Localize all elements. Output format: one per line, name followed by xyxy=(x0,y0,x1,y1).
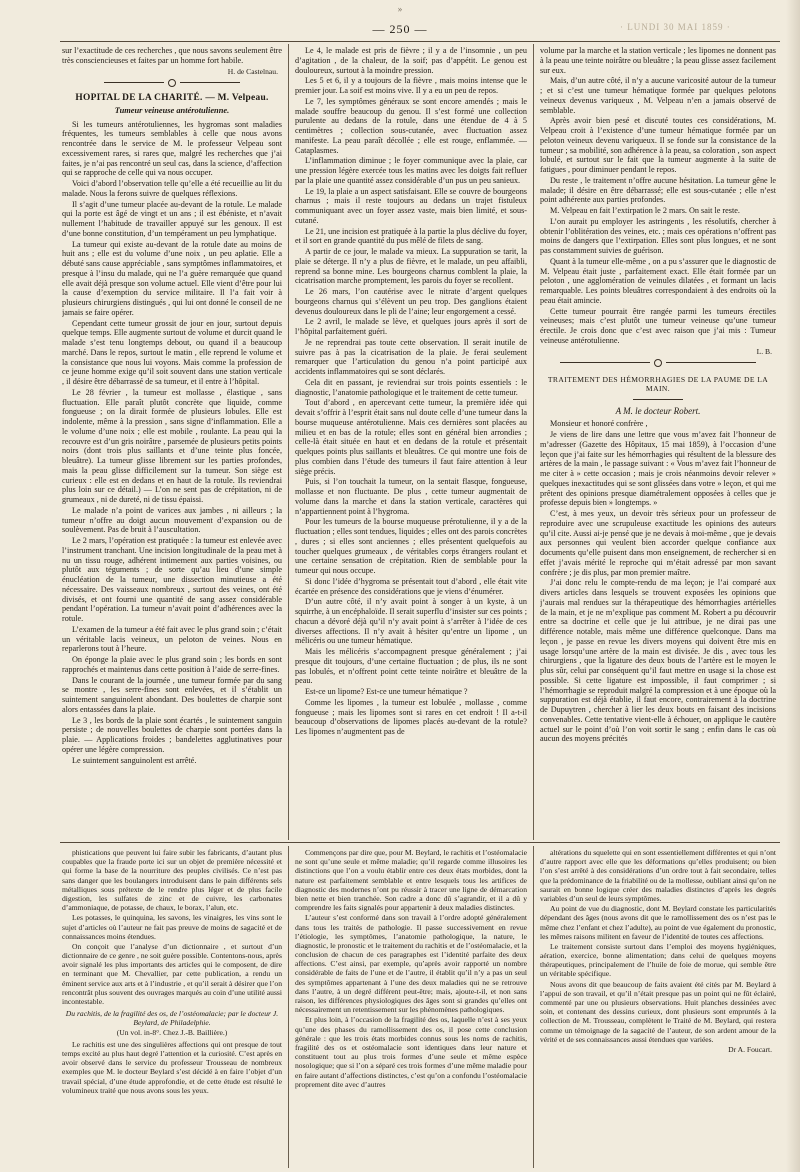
paragraph: Dans le courant de la journée , une tumeur formée par du sang se montre , les serre-fines sont enlevées, et il s’établit un suintement sanguinolent abondant. Des boulettes de charpie sont alors entassées dans la plaie. xyxy=(62,675,282,714)
paragraph: Le 26 mars, l’on cautérise avec le nitrate d’argent quelques bourgeons charnus qui s’élèvent un peu trop. Des ganglions étaient devenus douloureux dans le pli de l’aine; leur engorgement a cessé. xyxy=(295,287,527,316)
paragraph: L’on aurait pu employer les astringents , les résolutifs, chercher à obtenir l’oblitération des veines, etc. ; mais ces opérations n’offrent pas moins de dangers que l’extirpation. Elles sont plus longues, et ne sont pas constamment suivies de guérison. xyxy=(540,216,776,255)
page-edge-shadow xyxy=(786,0,800,1172)
paragraph: Le 7, les symptômes généraux se sont encore amendés ; mais le malade souffre beaucoup du genou. Il s’est formé une collection purulente au dedans de la rotule, dans une étendue de 4 à 5 centimètres ; collection sous-cutanée, avec fluctuation assez manifeste. La peau paraît décollée ; elle est rouge, enflammée. — Cataplasmes. xyxy=(295,96,527,155)
bottom-column-middle xyxy=(295,848,527,1166)
paragraph: La tumeur qui existe au-devant de la rotule date au moins de huit ans ; elle est du volume d’une noix , un peu aplatie. Elle a débuté sans cause appréciable , sans symptômes inflammatoires, et presque à l’insu du malade, qui ne l’a guère remarquée que quand elle avait déjà presque son volume actuel. Elle vient d’être pour lui la cause d’exemption du service militaire. Il l’a fait voir à plusieurs chirurgiens distingués , qui lui ont donné le conseil de ne jamais se faire opérer. xyxy=(62,239,282,317)
article-title: TRAITEMENT DES HÉMORRHAGIES DE LA PAUME DE LA MAIN. xyxy=(547,374,769,393)
section-divider xyxy=(540,396,776,404)
paragraph: Au point de vue du diagnostic, dont M. Beylard constate les particularités dépendant des âges (nous avons dit que le ramollissement des os n’est pas le même chez l’enfant et chez l’adulte), au point de vue également du pronostic, les mêmes raisons militent en faveur de l’identité de toutes ces affections. xyxy=(540,904,776,941)
bottom-column-left xyxy=(62,848,282,1166)
paragraph: Je viens de lire dans une lettre que vous m’avez fait l’honneur de m’adresser (Gazette des Hôpitaux, 15 mai 1859), à l’occasion d’une leçon que j’ai faite sur les hémorrhagies qui résultent de la blessure des artères de la main , le passage suivant : « Vous m’avez fait l’honneur de me citer à » cette occasion ; mais je crois néanmoins devoir relever » quelques inexactitudes qui se sont glissées dans votre » leçon, et qui me prêtent des opinions presque diamétralement opposées à celles que je professe depuis bien » longtemps. » xyxy=(540,430,776,508)
article-title: HOPITAL DE LA CHARITÉ. — M. Velpeau. xyxy=(75,92,269,103)
paragraph: Le 28 février , la tumeur est mollasse , élastique , sans fluctuation. Elle paraît plutôt concrète que liquide, comme fongueuse ; on la dirait formée de plusieurs lobules. Elle est indolente, même à la pression , sans signe d’inflammation. Elle a le volume d’une noix ; elle est mobile , roulante. La peau qui la recouvre est d’un gris noirâtre , parsemée de plusieurs petits points noirs (dont trois plus saillants et d’une teinte plus foncée, bleuâtre). La tumeur glisse librement sur les parties profondes, mais la peau glisse difficilement sur la tumeur. Son siège est curieux : elle est en dedans et en haut de la rotule. Ils reviendrai plus loin sur ce détail.) — L’on ne sent pas de crépitation, ni de grumeaux , ni de dureté, ni de tissu épaissi. xyxy=(62,387,282,505)
paragraph: volume par la marche et la station verticale ; les lipomes ne donnent pas à la peau une teinte noirâtre ou bleuâtre ; la peau glisse assez facilement sur eux. xyxy=(540,46,776,75)
book-publisher: (Un vol. in-8°. Chez J.-B. Baillière.) xyxy=(116,1027,228,1037)
column-divider xyxy=(533,44,534,840)
paragraph: Cela dit en passant, je reviendrai sur trois points essentiels : le diagnostic, l’anatomie pathologique et le traitement de cette tumeur. xyxy=(295,377,527,397)
column-left xyxy=(62,46,282,836)
paragraph: D’un autre côté, il n’y avait point à songer à un kyste, à un squirrhe, à un encéphaloïde. Il serait superflu d’insister sur ces points ; chacun a dévoré déjà qu’il n’y avait point à s’arrêter à l’idée de ces diverses affections. Il n’y avait à hésiter qu’entre un lipome , un mélicéris ou une tumeur hématique. xyxy=(295,597,527,646)
book-citation: Du rachitis, de la fragilité des os, de l’ostéomalacie; par le docteur J. Beylard, de Philadelphie. xyxy=(65,1009,279,1028)
paragraph: J’ai donc relu le compte-rendu de ma leçon; je l’ai comparé aux divers articles dans lesquels se trouvent exposées les opinions que j’aurais mal rendues sur la thérapeutique des hémorrhagies artérielles de la main, et je ne m’explique pas comment M. Robert a pu découvrir entre sa doctrine et celle que je lui attribue, je ne dirai pas une différence notable, mais même une différence quelconque. Dans ma leçon , je passe en revue les divers moyens qui doivent être mis en usage lorsqu’une artère de la main est divisée. Je dis , avec tous les chirurgiens , que la ligature des deux bouts de l’artère est le moyen le plus sûr, celui par conséquent qu’il faut mettre en usage si la chose est possible. Si cette ligature est impossible, il faut comprimer ; si l’hémorrhagie se reproduit malgré la compression et à une époque où la suppuration est déjà établie, il faut encore, contrairement à la doctrine de Dupuytren , chercher à lier les deux bouts en faisant des incisions convenables. Cette tentative vient-elle à échouer, on applique le cautère actuel sur le point d’où l’on voit sortir le sang ; enfin dans le cas où aucun des moyens précités xyxy=(540,578,776,744)
page-number: — 250 — xyxy=(372,22,428,36)
paragraph: Je ne reprendrai pas toute cette observation. Il serait inutile de suivre pas à pas la cicatrisation de la plaie. Je ferai seulement remarquer que l’articulation du genou n’a point participé aux accidents inflammatoires qui se sont déclarés. xyxy=(295,337,527,376)
bottom-column-right xyxy=(540,848,776,1166)
paragraph: Puis, si l’on touchait la tumeur, on la sentait flasque, fongueuse, mollasse et non fluctuante. De plus , cette tumeur augmentait de volume dans la marche et dans la station verticale, caractères qui n’appartiennent point à l’hygroma. xyxy=(295,477,527,516)
paragraph: altérations du squelette qui en sont essentiellement différentes et qui n’ont d’autre rapport avec elle que les déformations qu’elles produisent; ou bien l’on s’est arrêté à des considérations d’un ordre tout à fait secondaire, telles que la prédominance de la friabilité ou de la mollesse, oubliant ainsi qu’on ne saurait en bonne logique créer des maladies distinctes d’après les degrés variables d’un seul de leurs symptômes. xyxy=(540,848,776,903)
paragraph: Cette tumeur pourrait être rangée parmi les tumeurs érectiles veineuses; mais c’est plutôt une tumeur veineuse qu’une tumeur érectile. Je crois donc que c’est avec raison que j’ai mis : Tumeur veineuse antérotulienne. xyxy=(540,306,776,345)
section-divider xyxy=(62,79,282,87)
paragraph: L’examen de la tumeur a été fait avec le plus grand soin ; c’était un véritable lacis veineux, un peloton de veines. Nous en reparlerons tout à l’heure. xyxy=(62,624,282,654)
paragraph: Le 21, une incision est pratiquée à la partie la plus déclive du foyer, et il sort en grande quantité du pus mêlé de filets de sang. xyxy=(295,226,527,246)
paragraph: Si donc l’idée d’hygroma se présentait tout d’abord , elle était vite écartée en présence des considérations que je viens d’énumérer. xyxy=(295,576,527,596)
column-divider xyxy=(288,846,289,1168)
paragraph: Cependant cette tumeur grossit de jour en jour, surtout depuis quelque temps. Elle augmente surtout de volume et durcit quand le malade s’est tenu longtemps debout, ou quand il a beaucoup marché. Dans le repos, surtout le matin , elle reprend le volume et la consistance que nous lui voyons. Mais comme la profession de ce jeune homme exige qu’il soit souvent dans une station verticale , il désire être débarrassé de sa tumeur, et il entre à l’hôpital. xyxy=(62,318,282,387)
paragraph: Est-ce un lipome? Est-ce une tumeur hématique ? xyxy=(305,687,468,696)
paragraph: Nous avons dit que beaucoup de faits avaient été cités par M. Beylard à l’appui de son travail, et qu’il n’était presque pas un point qui ne fût éclairé, commenté par une ou plusieurs observations. Huit planches dessinées avec soin, et contenant des dessins curieux, dont plusieurs sont empruntés à la collection de M. Trousseau, complètent le Traité de M. Beylard, qui restera comme un témoignage de la sagacité de l’auteur, de son ardent amour de la vérité et de ses connaissances aussi étendues que variées. xyxy=(540,979,776,1044)
ghost-print: · LUNDI 30 MAI 1859 · xyxy=(620,22,731,32)
paragraph: Le 3 , les bords de la plaie sont écartés , le suintement sanguin persiste ; de nouvelles boulettes de charpie sont portées dans la plaie. — Applications froides ; bandelettes agglutinatives pour opérer une légère compression. xyxy=(62,715,282,754)
paragraph: Le rachitis est une des singulières affections qui ont presque de tout temps excité au plus haut degré l’attention et la curiosité. C’est après en avoir observé dans le service du professeur Trousseau de nombreux exemples que M. le docteur Beylard s’est décidé à en faire l’objet d’un travail spécial, d’une étude approfondie, et de cette étude est résulté le volumineux traité que nous avons sous les yeux. xyxy=(62,1039,282,1095)
paragraph: C’est, à mes yeux, un devoir très sérieux pour un professeur de reproduire avec une scrupuleuse exactitude les opinions des auteurs qu’il cite. Aussi ai-je pensé que je ne devais à moi-même , que je devais aux personnes qui veulent bien accorder quelque confiance aux documents qu’elle puisent dans mon enseignement, de rechercher si en effet j’avais mérité le reproche qui m’était adressé par mon savant confrère ; je dis plus, par mon premier maître. xyxy=(540,509,776,577)
header-rule xyxy=(60,41,780,42)
paragraph: Tout d’abord , en apercevant cette tumeur, la première idée qui devait s’offrir à l’esprit était sans nul doute celle d’une tumeur dans la bourse muqueuse antérotulienne. Mais ces dernières sont placées au milieu et en bas de la rotule; elles sont en général bien arrondies ; celle-là était située en haut et en dedans de la rotule et présentait quelques points plus saillants et bleuâtres. Ce qui montre une fois de plus combien dans l’étude des tumeurs il faut faire attention à leur siège précis. xyxy=(295,398,527,476)
paragraph: Les 5 et 6, il y a toujours de la fièvre , mais moins intense que le premier jour. La soif est moins vive. Il y a eu un peu de repos. xyxy=(295,76,527,95)
paragraph: Si les tumeurs antérotuliennes, les hygromas sont maladies fréquentes, les tumeurs semblables à celle que nous avons rencontrée dans le service de M. le professeur Velpeau sont excessivement rares, si rares que, malgré les recherches que j’ai faites, je n’ai pas rencontré un seul cas, dans la science, d’affection qui se rapproche de celle qui va nous occuper. xyxy=(62,119,282,178)
paragraph: Le 4, le malade est pris de fièvre ; il y a de l’insomnie , un peu d’agitation , de la chaleur, de la soif; pas d’appétit. Le genou est douloureux, surtout à la moindre pression. xyxy=(295,46,527,75)
section-rule xyxy=(60,842,780,843)
header-mark: » xyxy=(397,4,403,14)
paragraph: L’auteur s’est conformé dans son travail à l’ordre adopté généralement dans tous les traités de pathologie. Il passe successivement en revue l’étiologie, les symptômes, l’anatomie pathologique, la nature, le diagnostic, le pronostic et le traitement du rachitis et de l’ostéomalacie, et la conclusion de chacun de ces paragraphes est l’identité parfaite des deux affections. C’est ainsi, par exemple, qu’après avoir rapporté un nombre considérable de faits de l’une et de l’autre, il établit qu’il n’y a pas un seul des symptômes appartenant à l’une des deux maladies qui ne se retrouve dans l’autre, à un degré différent peut-être; mais, ajoute-t-il, et non sans raison, les différences physiologiques des âges sont si grandes qu’elles ont nécessairement un retentissement sur les phénomènes pathologiques. xyxy=(295,913,527,1015)
paragraph: phistications que peuvent lui faire subir les fabricants, d’autant plus coupables que la fraude porte ici sur un objet de première nécessité et qui forme la base de la nourriture des peuples civilisés. Ce n’est pas sans danger que les boulangers introduisent dans le pain différents sels métalliques sous prétexte de le rendre plus léger et de plus facile digestion, les sulfates de zinc et de cuivre, les carbonates d’ammoniaque, de potasse, de chaux, le borax, l’alun, etc. xyxy=(62,848,282,913)
paragraph: M. Velpeau en fait l’extirpation le 2 mars. On sait le reste. xyxy=(550,206,740,215)
paragraph: A partir de ce jour, le malade va mieux. La suppuration se tarit, la plaie se déterge. Il n’y a plus de fièvre, et le malade, un peu affaibli, reprend sa bonne mine. Les bourgeons charnus comblent la plaie, la cicatrisation marche promptement, les parois du foyer se recollent. xyxy=(295,247,527,286)
paragraph: Le 19, la plaie a un aspect satisfaisant. Elle se couvre de bourgeons charnus ; mais il reste toujours au dedans un trajet fistuleux communiquant avec un foyer assez vaste, mais bien limité, et sous-cutané. xyxy=(295,186,527,225)
author-signature: L. B. xyxy=(756,346,772,356)
article-subtitle: Tumeur veineuse antérotulienne. xyxy=(114,105,230,115)
column-divider xyxy=(533,846,534,1168)
paragraph: Commençons par dire que, pour M. Beylard, le rachitis et l’ostéomalacie ne sont qu’une seule et même maladie; qu’il regarde comme illusoires les distinctions que l’on a voulu établir entre ces deux états morbides, dont la nature est parfaitement semblable et entre lesquels tous les artifices de diagnostic des modernes n’ont pu réussir à tracer une ligne de démarcation bien nette et bien tranchée. Son cadre a donc dû s’agrandir, et il a dû y comprendre les faits signalés pour appartenir à deux maladies distinctes. xyxy=(295,848,527,913)
paragraph: Comme les lipomes , la tumeur est lobulée , mollasse , comme fongueuse ; mais les lipomes sont si rares en cet endroit ! Il a-t-il beaucoup d’observations de lipomes placés au-devant de la rotule? Les lipomes n’augmentent pas de xyxy=(295,697,527,736)
column-right xyxy=(540,46,776,836)
author-signature: H. de Castelnau. xyxy=(227,66,278,76)
column-middle xyxy=(295,46,527,836)
paragraph: Il s’agit d’une tumeur placée au-devant de la rotule. Le malade qui la porte est âgé de vingt et un ans ; il est ébéniste, et n’avait nullement l’habitude de travailler appuyé sur les genoux. Il est d’une bonne constitution, d’un tempérament un peu lymphatique. xyxy=(62,199,282,238)
paragraph: Monsieur et honoré confrère , xyxy=(550,419,648,429)
paragraph: Le 2 avril, le malade se lève, et quelques jours après il sort de l’hôpital parfaitement guéri. xyxy=(295,317,527,336)
paragraph: Les potasses, le quinquina, les savons, les vinaigres, les vins sont le sujet d’articles où l’auteur ne fait pas preuve de moins de sagacité et de connaissances moins étendues. xyxy=(62,913,282,941)
paragraph: Mais les mélicéris s’accompagnent presque généralement ; j’ai presque dit toujours, d’une certaine fluctuation ; de plus, ils ne sont pas lobulés, et n’offrent point cette teinte noirâtre et bleuâtre de la peau. xyxy=(295,647,527,686)
paragraph: Le traitement consiste surtout dans l’emploi des moyens hygiéniques, aération, exercice, bonne alimentation; dans celui de quelques moyens thérapeutiques, principalement de l’huile de foie de morue, qui semble être un véritable spécifique. xyxy=(540,941,776,979)
paragraph: On éponge la plaie avec le plus grand soin ; les bords en sont rapprochés et maintenus dans cette position à l’aide de serre-fines. xyxy=(62,655,282,674)
paragraph: On conçoit que l’analyse d’un dictionnaire , et surtout d’un dictionnaire de ce genre , ne soit guère possible. Contentons-nous, après avoir signalé les plus importants des articles qui le composent, de dire en terminant que M. Chevallier, par cette publication, a rendu un éminent service aux arts et à l’industrie , et qu’il serait à désirer que l’on rencontrât plus souvent des ouvrages marqués au coin d’une utilité aussi incontestable. xyxy=(62,941,282,1006)
paragraph: Du reste , le traitement n’offre aucune hésitation. La tumeur gêne le malade; il désire en être débarrassé; elle est sous-cutanée ; elle n’est point adhérente aux parties profondes. xyxy=(540,175,776,205)
paragraph: Après avoir bien pesé et discuté toutes ces considérations, M. Velpeau croit à l’existence d’une tumeur hématique formée par un peloton veineux devenu variqueux. Il se fonde sur la consistance de la tumeur ; sa mobilité, son adhérence à la peau, sa coloration , son aspect lobulé, et surtout sur le fait que la tumeur augmente à la suite de fatigues , pour diminuer pendant le repos. xyxy=(540,116,776,174)
paragraph: L’inflammation diminue ; le foyer communique avec la plaie, car une pression légère exercée tous les matins avec les doigts fait refluer par la plaie une quantité assez considérable d’un pus un peu sanieux. xyxy=(295,156,527,185)
column-divider xyxy=(288,44,289,840)
paragraph: Pour les tumeurs de la bourse muqueuse prérotulienne, il y a de la fluctuation ; elles sont tendues, liquides ; elles ont des parois concrètes , dures ; si elles sont anciennes ; elles présentent quelquefois au toucher quelques grumeaux , de véritables corps étrangers roulant et une certaine sensation de crépitation. Rien de semblable pour la tumeur qui nous occupe. xyxy=(295,517,527,575)
paragraph: Voici d’abord l’observation telle qu’elle a été recueillie au lit du malade. Nous la ferons suivre de quelques réflexions. xyxy=(62,179,282,198)
paragraph: Le 2 mars, l’opération est pratiquée : la tumeur est enlevée avec l’instrument tranchant. Une incision longitudinale de la peau met à nu un tissu rouge, adhérent intimement aux parties voisines, ou plutôt aux téguments ; de sorte qu’au lieu d’une simple énucléation de la tumeur, une dissection minutieuse a été nécessaire. Des vaisseaux nombreux , surtout des veines, ont été divisés, et ont fourni une quantité de sang assez considérable pendant l’opération. La tumeur n’avait point d’adhérences avec la rotule. xyxy=(62,536,282,624)
section-divider xyxy=(540,359,776,367)
paragraph: sur l’exactitude de ces recherches , que nous savons seulement être très consciencieuses et faites par un homme fort habile. xyxy=(62,46,282,65)
letter-salutation: A M. le docteur Robert. xyxy=(615,405,701,416)
paragraph: Le suintement sanguinolent est arrêté. xyxy=(72,755,197,765)
paragraph: Le malade n’a point de varices aux jambes , ni ailleurs ; la tumeur n’offre au doigt aucun mouvement d’expansion ou de soulèvement. Pas de bruit à l’auscultation. xyxy=(62,505,282,535)
author-signature: Dr A. Foucart. xyxy=(728,1044,772,1054)
paragraph: Mais, d’un autre côté, il n’y a aucune varicosité autour de la tumeur ; et si c’est une tumeur hématique formée par quelques pelotons veineux devenus variqueux , M. Velpeau n’en a jamais observé de semblable. xyxy=(540,76,776,115)
paragraph: Et plus loin, à l’occasion de la fragilité des os, laquelle n’est à ses yeux qu’une des phases du ramollissement des os, il pose cette conclusion générale : que les trois états morbides connus sous les noms de rachitis, fragilité des os et ostéomalacie sont identiques dans leur nature et constituent tout au plus trois formes d’une seule et même espèce nosologique; que si l’on a séparé ces trois formes d’une même maladie pour en faire autant d’affections distinctes, c’est qu’on a confondu l’ostéomalacie proprement dite avec d’autres xyxy=(295,1015,527,1089)
paragraph: Quant à la tumeur elle-même , on a pu s’assurer que le diagnostic de M. Velpeau était juste , parfaitement exact. Elle était formée par un peloton , une agglomération de veinules dilatées , et formant un lacis remarquable. Les points bleuâtres correspondaient à des endroits où la peau était amincie. xyxy=(540,256,776,305)
